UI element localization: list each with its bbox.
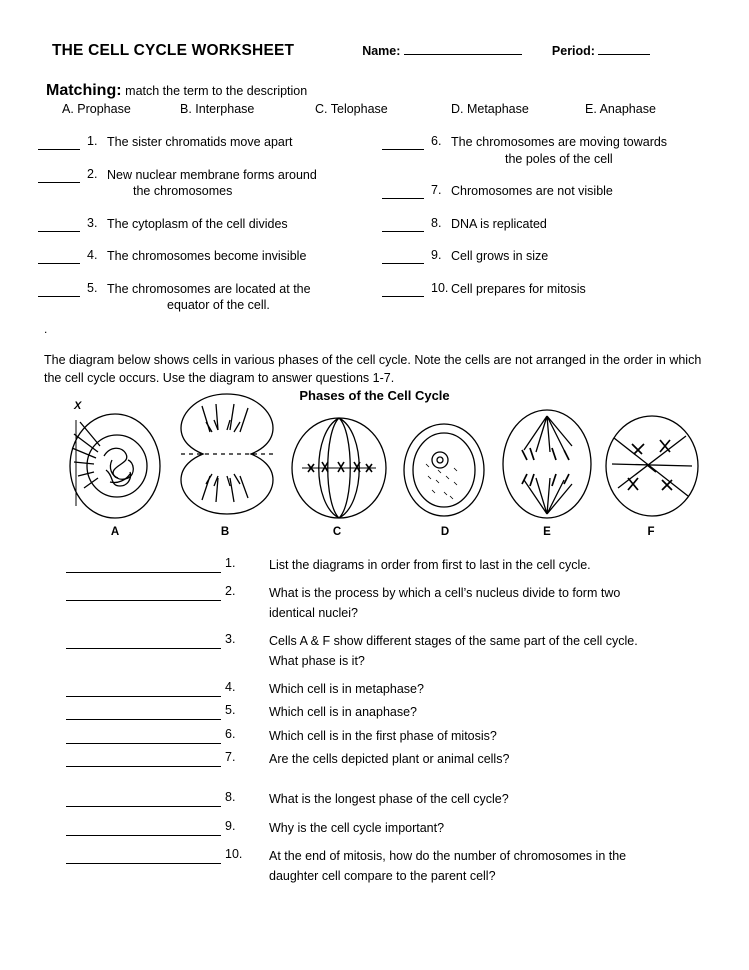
question-answer-line[interactable] [66,727,221,744]
matching-answer-blank[interactable] [382,136,424,150]
matching-instructions: match the term to the description [125,84,308,98]
choice-e: E. Anaphase [585,102,656,116]
cell-label-b: B [220,526,230,538]
matching-item [382,216,712,233]
question-number: 10. [225,847,243,862]
question-text [269,847,716,886]
cell-label-f: F [647,526,655,538]
question-text-line1: What is the process by which a cell’s nucleus divide to form two [269,586,621,601]
cell-cycle-diagram [60,398,700,548]
cell-figure-b [172,388,282,528]
matching-answer-blank[interactable] [382,283,424,297]
cell-figure-f [598,410,706,530]
matching-answer-blank[interactable] [38,136,80,150]
matching-text-line1: New nuclear membrane forms around [107,167,317,182]
matching-text: The chromosomes become invisible [107,249,307,263]
cell-label-d: D [440,526,450,538]
question-number: 8. [225,790,236,805]
matching-item [38,281,378,314]
matching-answer-blank[interactable] [382,185,424,199]
matching-answer-blank[interactable] [38,169,80,183]
question-answer-line[interactable] [66,703,221,720]
question-row [66,790,716,809]
cell-figure-c [284,412,394,530]
question-row [66,556,716,575]
cell-label-a: A [110,526,120,538]
question-text: Are the cells depicted plant or animal cells? [269,752,510,766]
matching-label: Matching: [46,82,122,99]
matching-item [38,216,378,233]
question-answer-line[interactable] [66,847,221,864]
question-text: Which cell is in anaphase? [269,705,417,720]
matching-number: 8. [431,215,442,230]
cell-label-e: E [543,526,551,538]
question-text [269,584,716,623]
question-number: 9. [225,818,236,833]
choice-c: C. Telophase [315,102,388,116]
matching-text-line2: equator of the cell. [167,298,270,312]
question-answer-line[interactable] [66,632,221,649]
question-answer-line[interactable] [66,790,221,807]
name-blank[interactable] [404,54,522,55]
matching-number: 7. [431,183,442,197]
matching-number: 9. [431,248,442,262]
matching-text-line1: The chromosomes are moving towards [451,135,668,149]
matching-answer-blank[interactable] [382,250,424,264]
matching-item [38,167,378,200]
matching-item [382,183,712,200]
choice-a: A. Prophase [62,102,131,116]
question-row [66,584,716,623]
question-answer-line[interactable] [66,819,221,836]
matching-item [382,134,712,167]
question-text: Why is the cell cycle important? [269,820,445,835]
period-blank[interactable] [598,54,650,55]
matching-answer-blank[interactable] [38,250,80,264]
matching-answer-blank[interactable] [382,218,424,232]
matching-item [382,248,712,265]
question-text-line2: daughter cell compare to the parent cell? [269,868,496,883]
matching-number: 1. [87,134,98,148]
question-text: List the diagrams in order from first to last in the cell cycle. [269,558,591,572]
question-row [66,632,716,671]
period-label: Period: [551,44,595,58]
question-text: What is the longest phase of the cell cycle? [269,792,509,807]
matching-answer-blank[interactable] [38,283,80,297]
spacer [66,778,716,790]
question-number: 5. [225,703,236,718]
matching-text: Cell grows in size [451,249,549,263]
question-text-line1: Cells A & F show different stages of the same part of the cell cycle. [269,634,638,649]
cell-figure-e [494,406,600,530]
question-text-line1: At the end of mitosis, how do the number of chromosomes in the [269,849,627,864]
matching-number: 4. [87,248,98,262]
question-text-line2: What phase is it? [269,653,365,668]
question-row [66,680,716,699]
matching-item [38,134,378,151]
question-number: 1. [225,556,236,570]
choice-d: D. Metaphase [451,102,529,116]
matching-number: 2. [87,166,98,181]
question-answer-line[interactable] [66,584,221,601]
choice-b: B. Interphase [180,102,255,116]
stray-period-mark: . [44,322,48,336]
matching-text-line2: the chromosomes [133,184,233,198]
matching-text [451,134,712,167]
question-number: 7. [225,750,236,764]
matching-number: 6. [431,134,442,148]
matching-text: Chromosomes are not visible [451,184,613,198]
matching-text-line2: the poles of the cell [505,151,613,166]
cell-label-c: C [332,526,342,538]
question-number: 3. [225,632,236,647]
matching-number: 3. [87,215,98,230]
matching-text-line1: The chromosomes are located at the [107,281,311,296]
questions-list [66,556,716,895]
question-row [66,847,716,886]
cell-figure-d [396,420,492,530]
question-text-line2: identical nuclei? [269,605,358,620]
name-field [362,44,522,58]
matching-text: DNA is replicated [451,216,547,231]
question-answer-line[interactable] [66,556,221,573]
matching-item [382,281,712,298]
matching-number: 10. [431,280,449,295]
name-label: Name: [362,44,401,58]
matching-number: 5. [87,280,98,295]
cell-figure-a [60,398,170,528]
question-number: 4. [225,679,236,694]
question-number: 6. [225,726,236,741]
matching-text [107,167,378,200]
diagram-instructions: The diagram below shows cells in various phases of the cell cycle. Note the cells are not arranged in the order in which the cell cycle occurs. Use the diagram to answer questions 1-7. [44,353,702,385]
matching-text: Cell prepares for mitosis [451,281,586,296]
period-field [552,44,651,58]
question-text: Which cell is in the first phase of mitosis? [269,728,497,743]
question-number: 2. [225,584,236,599]
question-row [66,750,716,769]
matching-text: The sister chromatids move apart [107,135,293,149]
matching-left-column [38,134,378,330]
page-header [52,42,709,60]
matching-heading [46,82,307,100]
question-row [66,727,716,746]
question-answer-line[interactable] [66,750,221,767]
x-axis-marker: X [74,400,82,412]
question-row [66,703,716,722]
matching-text [107,281,378,314]
matching-right-column [382,134,712,313]
matching-item [38,248,378,265]
matching-text: The cytoplasm of the cell divides [107,216,288,231]
question-row [66,819,716,838]
diagram-title: Phases of the Cell Cycle [299,388,450,403]
page-title: THE CELL CYCLE WORKSHEET [52,42,295,59]
question-answer-line[interactable] [66,680,221,697]
matching-choices [62,102,702,116]
matching-answer-blank[interactable] [38,218,80,232]
question-text: Which cell is in metaphase? [269,681,424,696]
question-text [269,632,716,671]
